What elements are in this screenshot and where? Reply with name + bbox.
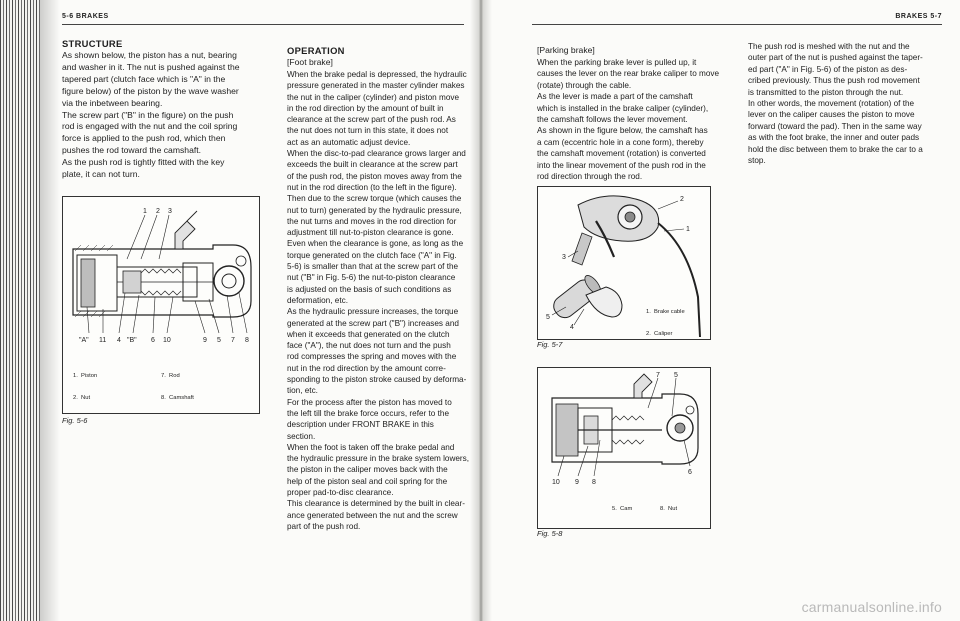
structure-body: As shown below, the piston has a nut, bearing and washer in it. The nut is pushed against the tapered part (clutch face which is "A" in the figure below) of the piston by the wave washer via the inbetween bearing. The screw part ("B" in the figure) on the push rod is engaged with the nut and the coil spring force is applied to the push rod, which then pushes the rod toward the camshaft. As the push rod is tightly fitted with the key plate, it can not turn. — [62, 50, 240, 180]
figure-5-6 — [62, 196, 260, 414]
fig57-callout-3: 3 — [562, 254, 566, 261]
fig56-callout-A: "A" — [79, 337, 89, 344]
fig58-legend-item — [660, 528, 684, 529]
figure-5-7 — [537, 186, 711, 340]
push-rod-mechanism-drawing — [538, 368, 710, 486]
fig56-callout-8: 8 — [245, 337, 249, 344]
fig58-callout-9: 9 — [575, 479, 579, 486]
fig57-callout-4: 4 — [570, 324, 574, 331]
fig58-callout-7: 7 — [656, 372, 660, 379]
right-running-head: BRAKES 5-7 — [895, 13, 942, 20]
fig58-callout-8: 8 — [592, 479, 596, 486]
continuation-body: The push rod is meshed with the nut and the outer part of the nut is pushed against the taper- ed part ("A" in Fig. 5-6) of the piston as des- cribed previously. Thus the push rod movement is transmitted to the piston through the nut. In other words, the movement (rotation) of the lever on the caliper causes the piston to move forward (toward the pad). Then in the same way as with the foot brake, the inner and outer pads hold the disc between them to brake the car to a stop. — [748, 42, 923, 166]
fig58-legend-item: 5. Cam — [612, 506, 633, 513]
fig56-legend-item: 1. Piston — [73, 373, 98, 380]
left-header-rule — [62, 24, 464, 25]
parking-brake-subheading: [Parking brake] — [537, 45, 595, 55]
left-running-head: 5-6 BRAKES — [62, 13, 109, 20]
fig57-callout-5: 5 — [546, 314, 550, 321]
structure-heading: STRUCTURE — [62, 38, 123, 49]
fig56-callout-1: 1 — [143, 208, 147, 215]
fig58-legend-right — [660, 492, 684, 529]
operation-body: When the brake pedal is depressed, the hydraulic pressure generated in the master cylinder makes the nut in the caliper (cylinder) and piston move in the rod direction by the amount of built in clearance at the screw part of the push rod. As the nut does not turn in this state, it does not act as an automatic adjust device. When the disc-to-pad clearance grows larger and exceeds the built in clearance at the screw part of the push rod, the piston moves away from the nut in the rod direction (to the left in the figure). Then due to the screw torque (which causes the nut to turn) generated by the hydraulic pressure, the nut turns and moves in the rod direction for adjustment till nut-to-piston clearance is gone. Even when the clearance is gone, as long as the torque generated on the clutch face ("A" in Fig. 5-6) is smaller than that at the screw part of the nut ("B" in Fig. 5-6) the nut-to-piston clearance is adjusted on the basis of such conditions as deformation, etc. As the hydraulic pressure increases, the torque generated at the screw part ("B") increases and when it exceeds that generated on the clutch face ("A"), the nut does not turn and the push rod compresses the spring and moves with the nut in the rod direction by the amount corre- sponding to the piston stroke caused by deforma- tion, etc. For the process after the piston has moved to the left till the brake force occurs, refer to the description under FRONT BRAKE in this section. When the foot is taken off the brake pedal and the hydraulic pressure in the brake system lowers, the piston in the caliper moves back with the help of the piston seal and coil spring for the proper pad-to-disc clearance. This clearance is determined by the built in clear- ance generated between the nut and the screw part of the push rod. — [287, 70, 470, 531]
binding-shadow — [40, 0, 60, 621]
fig58-legend-item — [612, 528, 643, 529]
watermark: carmanualsonline.info — [801, 599, 942, 615]
fig56-callout-10: 10 — [163, 337, 171, 344]
figure-5-8 — [537, 367, 711, 529]
fig56-caption: Fig. 5-6 — [62, 416, 88, 425]
fig57-callout-1: 1 — [686, 226, 690, 233]
foot-brake-subheading: [Foot brake] — [287, 57, 333, 67]
fig56-legend-item: 8. Camshaft — [161, 395, 194, 402]
parking-brake-body: When the parking brake lever is pulled up, it causes the lever on the rear brake caliper to move (rotate) through the cable. As the lever is made a part of the camshaft which is installed in the brake caliper (cylinder), the camshaft follows the lever movement. As shown in the figure below, the camshaft has a cam (eccentric hole in a cone form), thereby the camshaft movement (rotation) is converted into the linear movement of the push rod in the rod direction through the rod. — [537, 58, 720, 182]
fig56-callout-2: 2 — [156, 208, 160, 215]
right-header-rule — [532, 24, 942, 25]
fig57-legend-item: 1. Brake cable — [646, 309, 685, 316]
fig58-callout-6: 6 — [688, 469, 692, 476]
fig56-callout-9: 9 — [203, 337, 207, 344]
fig58-callout-5: 5 — [674, 372, 678, 379]
fig56-callout-7: 7 — [231, 337, 235, 344]
fig56-legend-left — [73, 359, 116, 414]
fig56-legend-item: 7. Rod — [161, 373, 180, 380]
book-binding-edge — [0, 0, 40, 621]
right-page — [482, 0, 960, 621]
fig58-callout-10: 10 — [552, 479, 560, 486]
fig57-legend-item: 2. Caliper — [646, 331, 673, 338]
caliper-cross-section-drawing — [63, 197, 259, 347]
fig56-callout-4: 4 — [117, 337, 121, 344]
fig58-caption: Fig. 5-8 — [537, 529, 563, 538]
fig57-callout-2: 2 — [680, 196, 684, 203]
fig56-callout-3: 3 — [168, 208, 172, 215]
fig58-legend-left — [612, 492, 643, 529]
operation-heading: OPERATION — [287, 45, 345, 56]
fig57-caption: Fig. 5-7 — [537, 340, 563, 349]
fig56-legend-item: 2. Nut — [73, 395, 91, 402]
fig56-callout-5: 5 — [217, 337, 221, 344]
fig56-callout-6: 6 — [151, 337, 155, 344]
fig56-callout-11: 11 — [99, 337, 107, 344]
left-page — [0, 0, 478, 621]
fig56-legend-right — [161, 359, 217, 414]
fig58-legend-item: 8. Nut — [660, 506, 678, 513]
fig56-callout-B: "B" — [127, 337, 137, 344]
fig57-legend — [646, 295, 685, 340]
